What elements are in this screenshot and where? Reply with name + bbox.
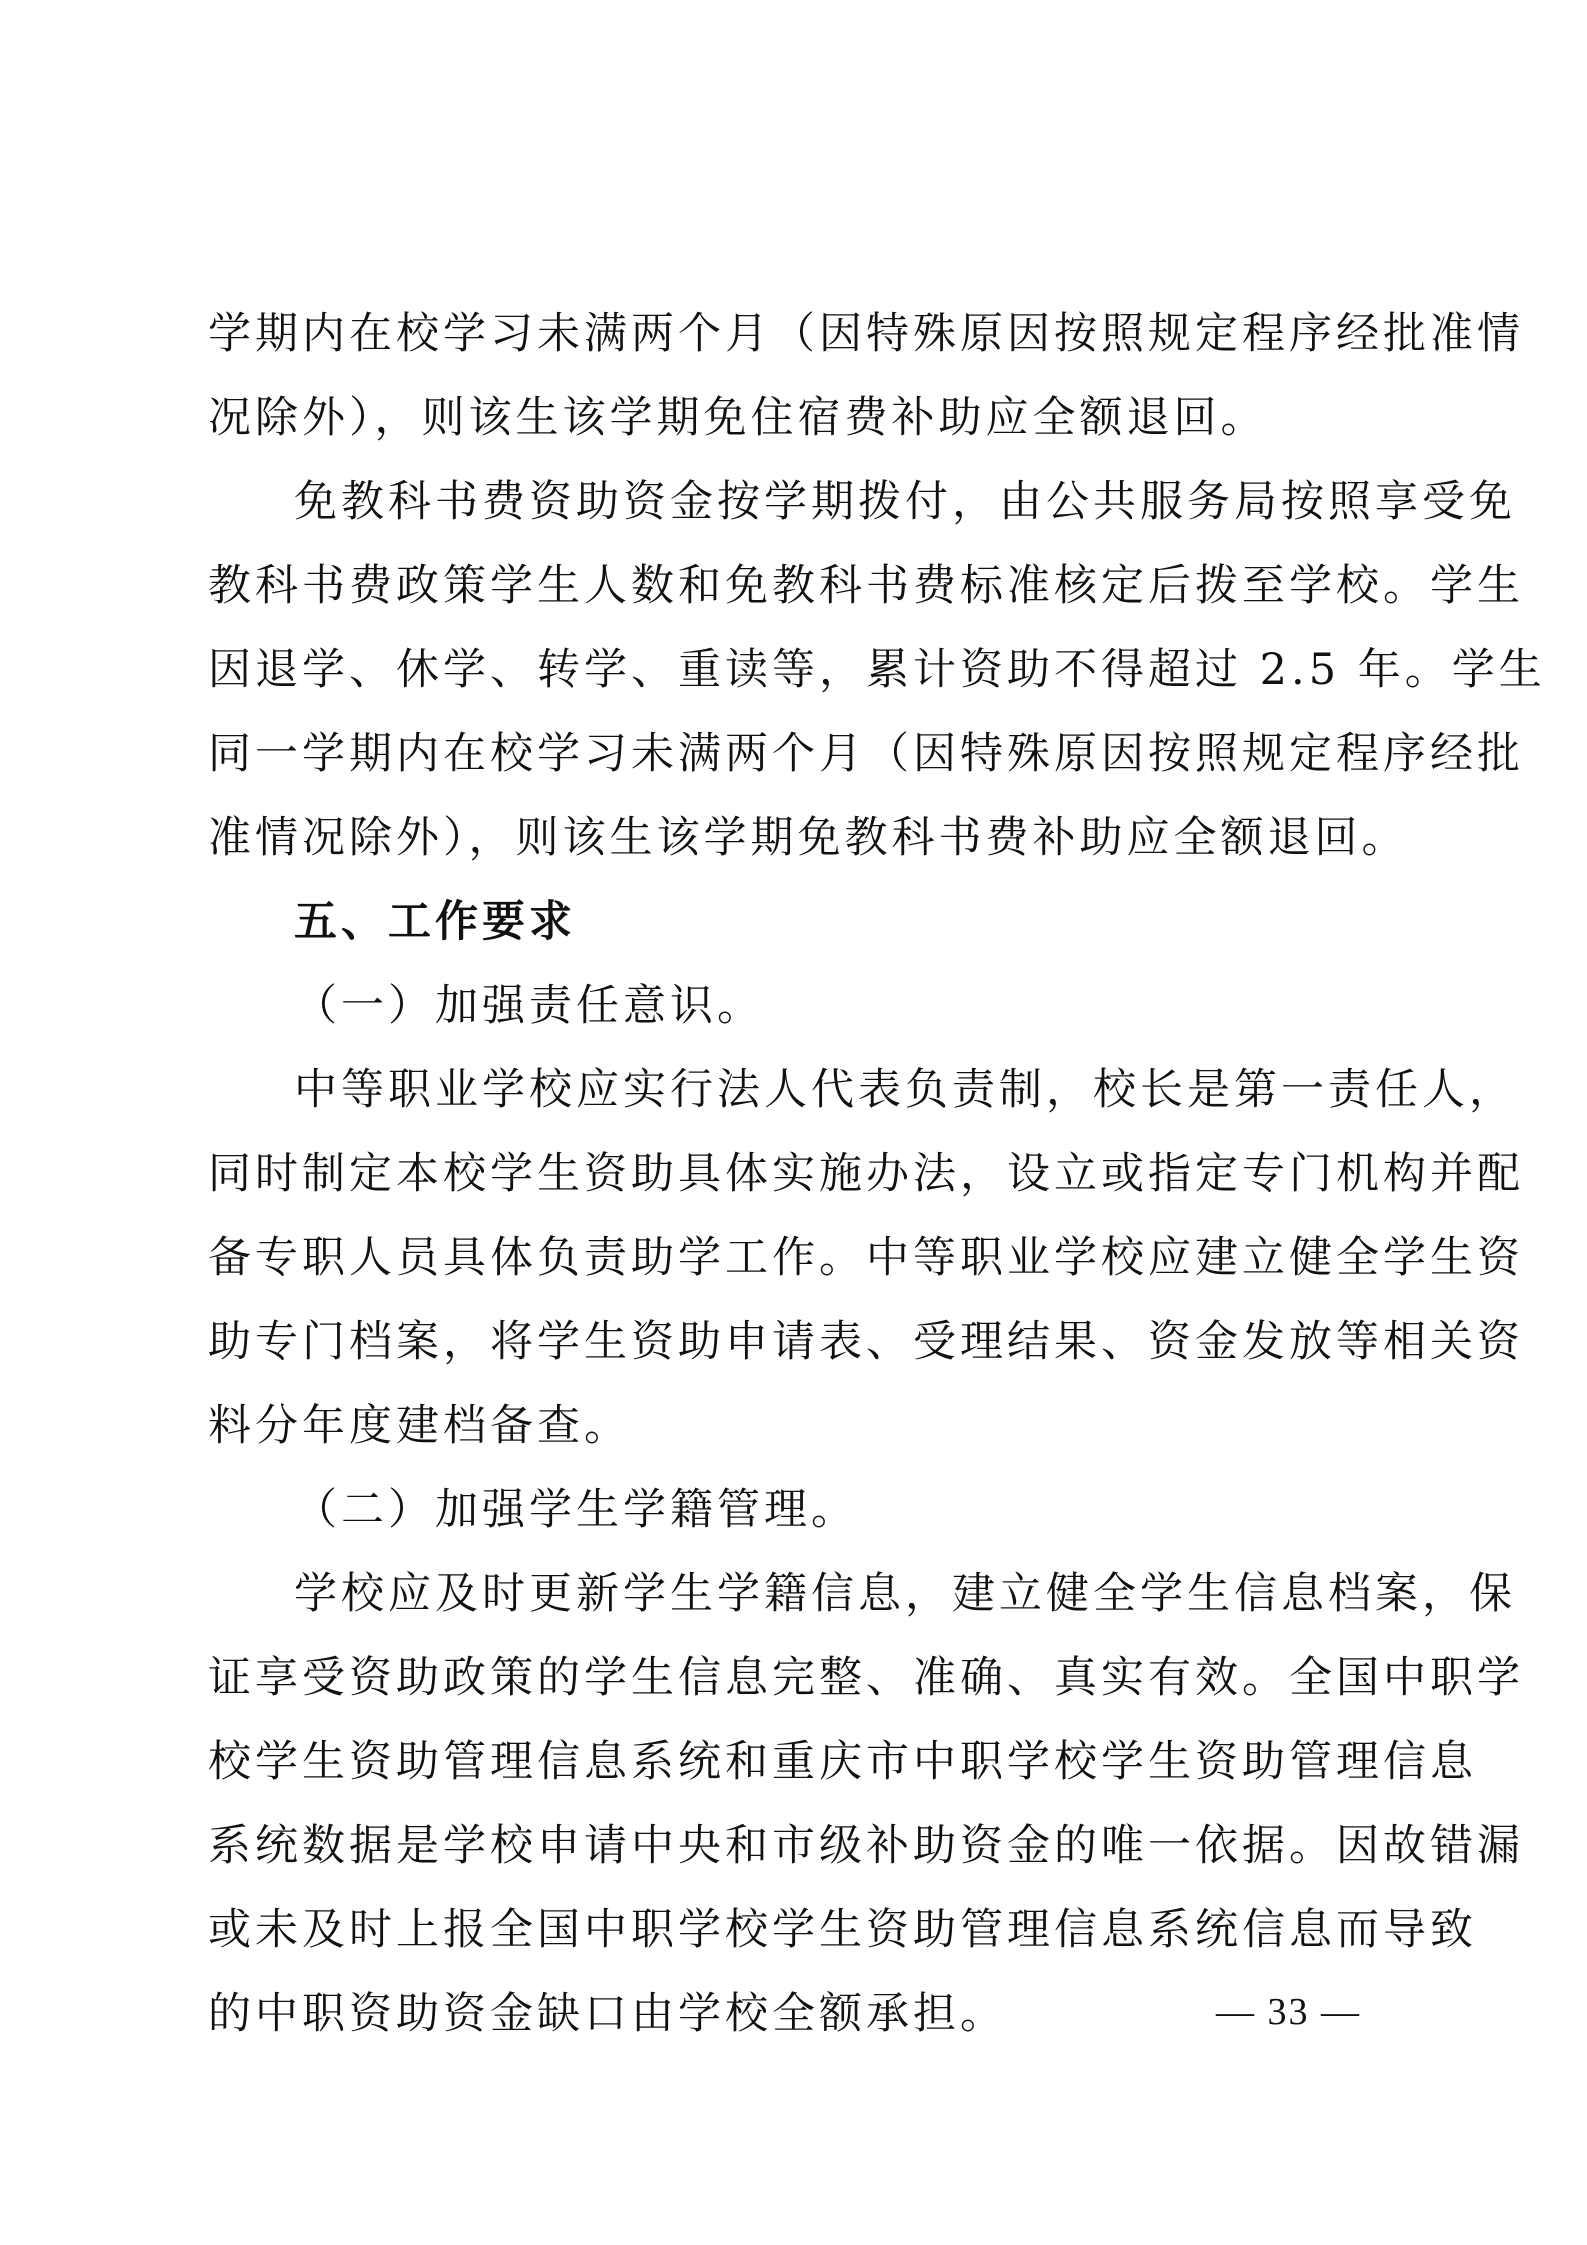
paragraph-line: 料分年度建档备查。 — [208, 1401, 631, 1451]
section-heading: 五、工作要求 — [294, 897, 576, 947]
paragraph-line: 况除外），则该生该学期免住宿费补助应全额退回。 — [208, 393, 1268, 443]
paragraph-line: 准情况除外），则该生该学期免教科书费补助应全额退回。 — [208, 813, 1409, 863]
paragraph-line: 证享受资助政策的学生信息完整、准确、真实有效。全国中职学 — [208, 1653, 1524, 1703]
paragraph-line: 同一学期内在校学习未满两个月（因特殊原因按照规定程序经批 — [208, 729, 1524, 779]
paragraph-line: 免教科书费资助资金按学期拨付，由公共服务局按照享受免 — [294, 477, 1516, 527]
paragraph-line: 学校应及时更新学生学籍信息，建立健全学生信息档案，保 — [294, 1569, 1516, 1619]
paragraph-line: 因退学、休学、转学、重读等，累计资助不得超过 2.5 年。学生 — [208, 645, 1546, 695]
paragraph-line: 同时制定本校学生资助具体实施办法，设立或指定专门机构并配 — [208, 1149, 1524, 1199]
subsection-heading: （二）加强学生学籍管理。 — [294, 1485, 858, 1535]
page-number: — 33 — — [1216, 1991, 1361, 2033]
paragraph-line: 备专职人员具体负责助学工作。中等职业学校应建立健全学生资 — [208, 1233, 1524, 1283]
paragraph-line: 的中职资助资金缺口由学校全额承担。 — [208, 1989, 1007, 2039]
subsection-heading: （一）加强责任意识。 — [294, 981, 764, 1031]
paragraph-line: 系统数据是学校申请中央和市级补助资金的唯一依据。因故错漏 — [208, 1821, 1524, 1871]
paragraph-line: 助专门档案，将学生资助申请表、受理结果、资金发放等相关资 — [208, 1317, 1524, 1367]
paragraph-line: 学期内在校学习未满两个月（因特殊原因按照规定程序经批准情 — [208, 309, 1524, 359]
body-text — [208, 292, 1546, 2056]
paragraph-line: 中等职业学校应实行法人代表负责制，校长是第一责任人， — [294, 1065, 1516, 1115]
paragraph-line: 教科书费政策学生人数和免教科书费标准核定后拨至学校。学生 — [208, 561, 1524, 611]
paragraph-line: 或未及时上报全国中职学校学生资助管理信息系统信息而导致 — [208, 1905, 1477, 1955]
paragraph-line: 校学生资助管理信息系统和重庆市中职学校学生资助管理信息 — [208, 1737, 1477, 1787]
